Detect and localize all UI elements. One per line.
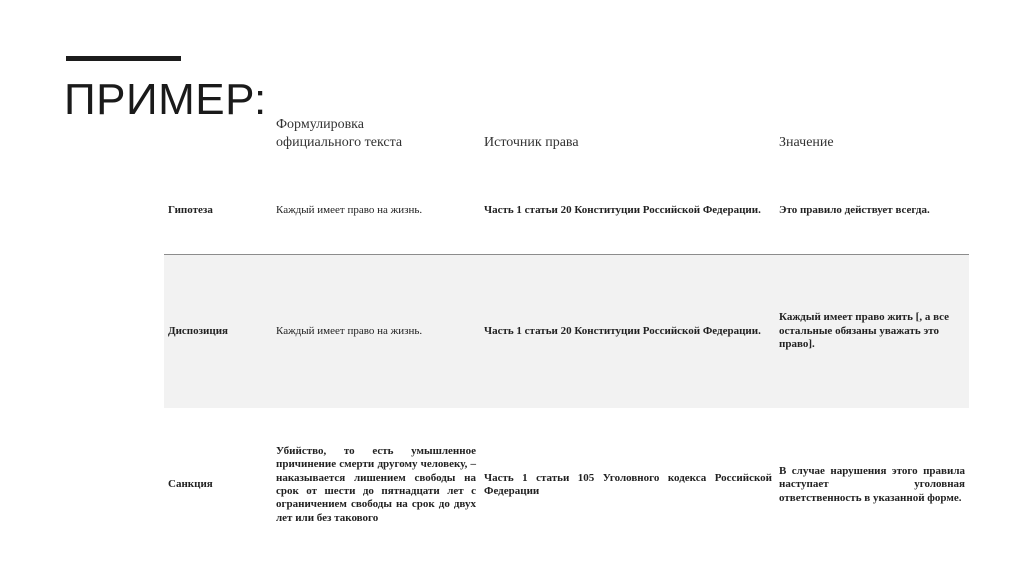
table-row-disposition — [164, 255, 969, 408]
row-label: Диспозиция — [168, 324, 229, 337]
header-meaning: Значение — [779, 135, 834, 150]
cell-meaning-text: В случае нарушения этого правила наступает уголовная ответственность в указанной форме. — [779, 464, 965, 504]
cell-source — [484, 255, 772, 408]
header-formulation: Формулировка официального текста — [276, 117, 403, 150]
title-accent-bar — [66, 56, 181, 61]
cell-source-text: Часть 1 статьи 20 Конституции Российской Федерации. — [484, 204, 761, 217]
cell-formulation: Каждый имеет право на жизнь. — [276, 204, 423, 217]
cell-source-text: Часть 1 статьи 20 Конституции Российской Федерации. — [484, 324, 761, 337]
row-label: Санкция — [168, 478, 213, 491]
table-row-hypothesis — [164, 168, 969, 254]
cell-meaning: Каждый имеет право жить [, а все остальные обязаны уважать это право]. — [779, 311, 950, 351]
cell-formulation: Каждый имеет право на жизнь. — [276, 324, 423, 337]
cell-formulation — [276, 408, 476, 562]
row-label: Гипотеза — [168, 204, 213, 217]
cell-source-text: Часть 1 статьи 105 Уголовного кодекса Российской Федерации — [484, 471, 772, 497]
slide-title: ПРИМЕР: — [64, 75, 267, 124]
cell-meaning: Это правило действует всегда. — [779, 204, 930, 217]
cell-formulation-text: Убийство, то есть умышленное причинение смерти другому человеку, – наказывается лишением свободы на срок от шести до пятнадцати лет с ограничением свободы на срок до двух лет или без такового — [276, 444, 476, 524]
table-row-sanction — [164, 408, 969, 562]
header-source: Источник права — [484, 135, 579, 150]
cell-source — [484, 168, 772, 254]
cell-meaning — [779, 408, 965, 562]
cell-source — [484, 408, 772, 562]
